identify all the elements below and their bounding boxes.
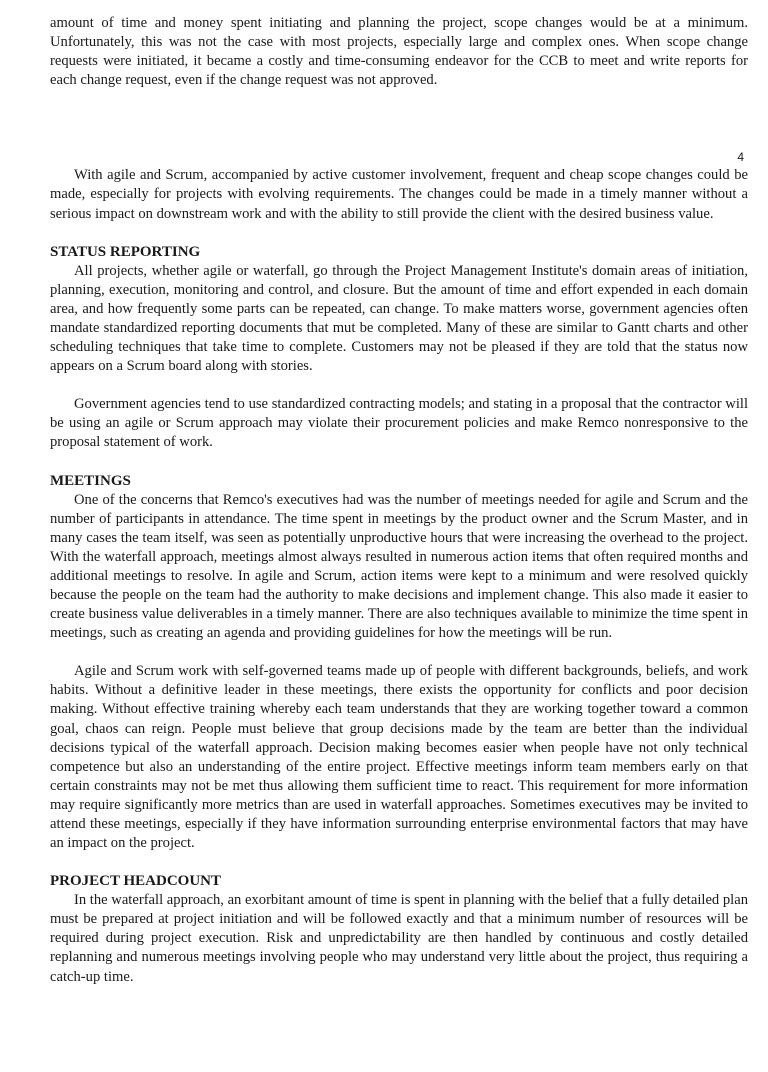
project-headcount-paragraph-1: In the waterfall approach, an exorbitant amount of time is spent in planning with the belief that a fully detailed plan must be prepared at project initiation and will be followed exactly and that a minimum number of resources will be required during project execution. Risk and unpredictability are then handled by continuous and costly detailed replanning and numerous meetings involving people who may understand very little about the project, thus requiring a catch-up time. <box>50 892 748 985</box>
paragraph-spacer <box>50 376 748 395</box>
section-spacer <box>50 224 748 243</box>
project-headcount-heading: PROJECT HEADCOUNT <box>50 873 221 890</box>
section-spacer <box>50 453 748 472</box>
meetings-paragraph-1: One of the concerns that Remco's executives had was the number of meetings needed for agile and Scrum and the number of participants in attendance. The time spent in meetings by the product owner and the Scrum Master, and in many cases the team itself, was seen as potentially unproductive hours that were increasing the overhead to the project. With the waterfall approach, meetings almost always resulted in numerous action items that often required months and additional meetings to resolve. In agile and Scrum, action items were kept to a minimum and were resolved quickly because the people on the team had the authority to make decisions and implement change. This also made it easier to create business value deliverables in a timely manner. There are also techniques available to minimize the time spent in meetings, such as creating an agenda and providing guidelines for how the meetings will be run. <box>50 491 748 642</box>
page-number: 4 <box>737 150 744 165</box>
section-spacer <box>50 853 748 872</box>
status-reporting-heading: STATUS REPORTING <box>50 243 201 260</box>
status-reporting-paragraph-2: Government agencies tend to use standardized contracting models; and stating in a proposal that the contractor will be using an agile or Scrum approach may violate their procurement policies and make Remco nonresponsive to the proposal statement of work. <box>50 396 748 451</box>
meetings-heading: MEETINGS <box>50 472 131 489</box>
meetings-section <box>50 472 748 854</box>
status-reporting-paragraph-1: All projects, whether agile or waterfall, go through the Project Management Institute's domain areas of initiation, planning, execution, monitoring and control, and closure. But the amount of time and effort expended in each domain area, and how frequently some parts can be repeated, can change. To make matters worse, government agencies often mandate standardized reporting documents that mut be completed. Many of these are similar to Gantt charts and other scheduling techniques that take time to complete. Customers may not be pleased if they are told that the status now appears on a Scrum board along with stories. <box>50 262 748 375</box>
meetings-paragraph-2: Agile and Scrum work with self-governed teams made up of people with different backgrounds, beliefs, and work habits. Without a definitive leader in these meetings, there exists the opportunity for conflicts and poor decision making. Without effective training whereby each team understands that they are working together toward a common goal, chaos can reign. People must believe that group decisions made by the team are better than the individual decisions typical of the waterfall approach. Decision making becomes easier when people have not only technical competence but also an understanding of the entire project. Effective meetings inform team members early on that certain constraints may not be met thus allowing them sufficient time to react. This requirement for more information may require significantly more metrics than are used in waterfall approaches. Sometimes executives may be invited to attend these meetings, especially if they have information surrounding enterprise environmental factors that may have an impact on the project. <box>50 663 748 852</box>
agile-paragraph: With agile and Scrum, accompanied by active customer involvement, frequent and cheap scope changes could be made, especially for projects with evolving requirements. The changes could be made in a timely manner without a serious impact on downstream work and with the ability to still provide the client with the desired business value. <box>50 167 748 222</box>
paragraph-spacer <box>50 643 748 662</box>
status-reporting-section <box>50 243 748 453</box>
intro-paragraph: amount of time and money spent initiating and planning the project, scope changes would be at a minimum. Unfortunately, this was not the case with most projects, especially large and complex ones. When scope change requests were initiated, it became a costly and time-consuming endeavor for the CCB to meet and write reports for each change request, even if the change request was not approved. <box>50 15 748 89</box>
project-headcount-section <box>50 872 748 986</box>
page-break-spacer <box>50 90 748 150</box>
document-page <box>50 14 748 987</box>
